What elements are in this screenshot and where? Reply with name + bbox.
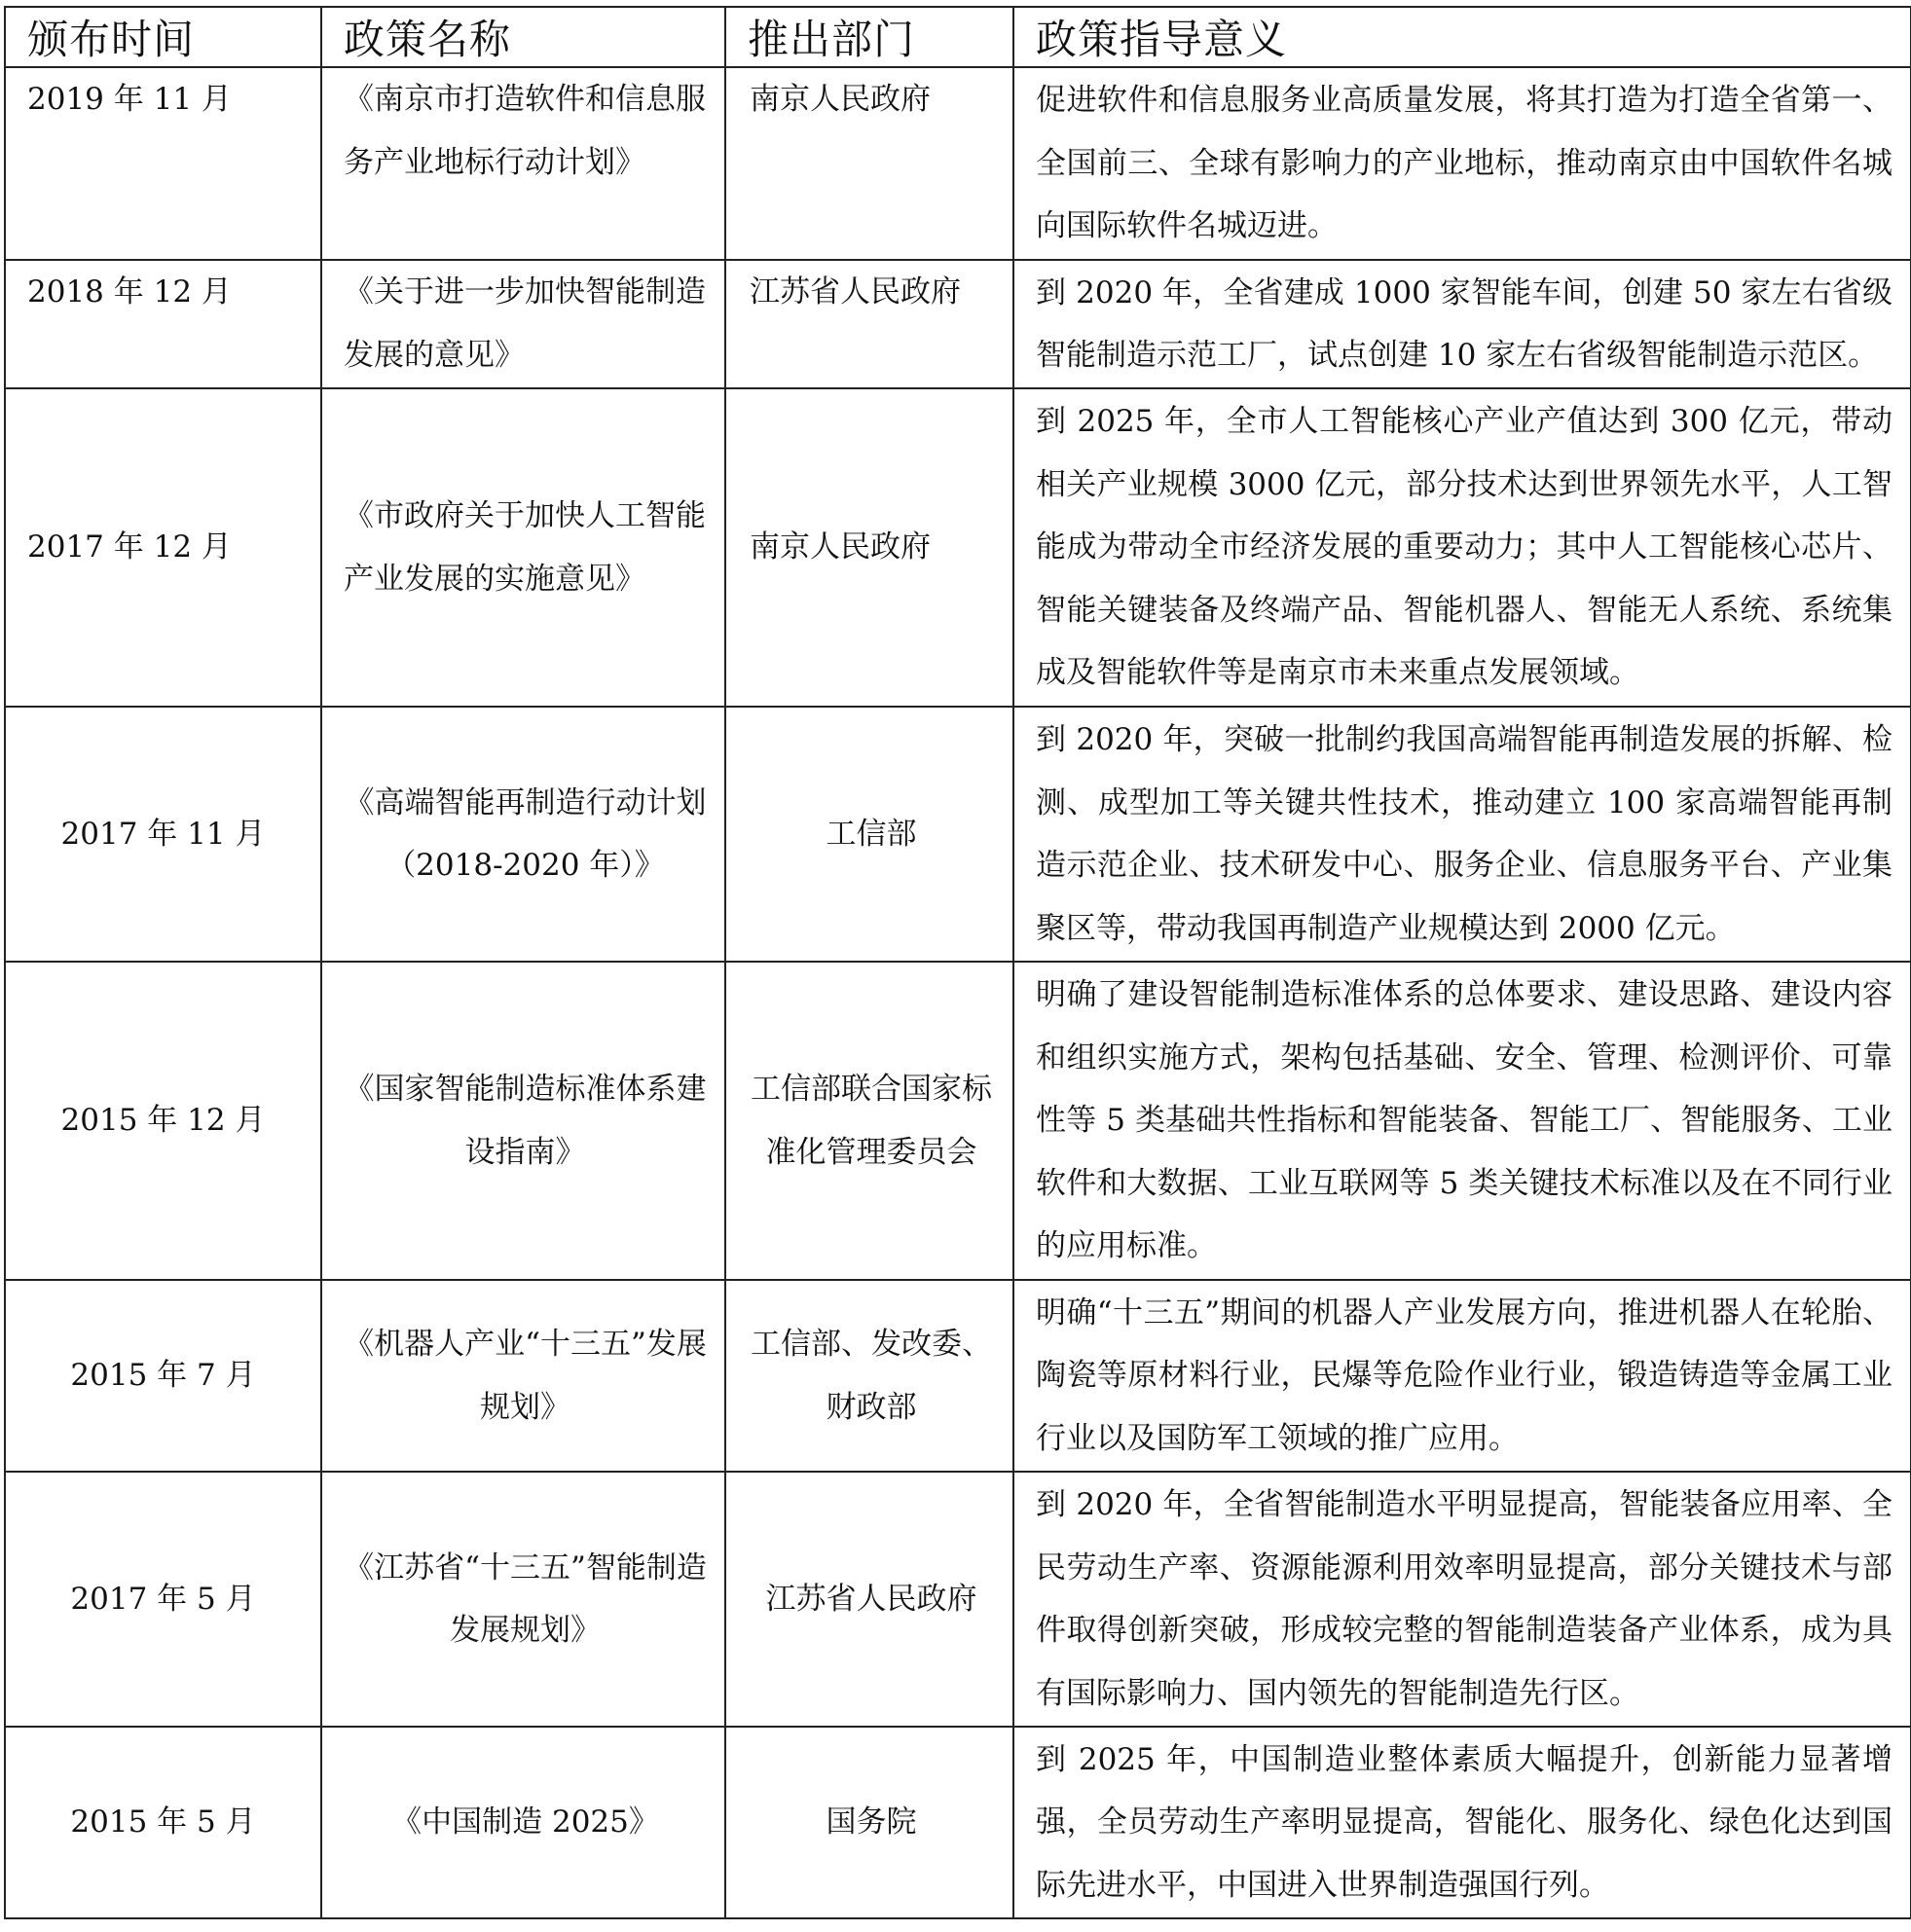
table-row xyxy=(5,67,1911,260)
table-body xyxy=(5,67,1911,1918)
header-dept: 推出部门 xyxy=(725,7,1013,67)
table-row xyxy=(5,1727,1911,1918)
table-row xyxy=(5,962,1911,1280)
header-name: 政策名称 xyxy=(321,7,725,67)
table-row xyxy=(5,707,1911,962)
guidance-cell: 到 2025 年，中国制造业整体素质大幅提升，创新能力显著增强，全员劳动生产率明显提高，智能化、服务化、绿色化达到国际先进水平，中国进入世界制造强国行列。 xyxy=(1013,1727,1911,1918)
header-date: 颁布时间 xyxy=(5,7,321,67)
policy-name-cell: 《关于进一步加快智能制造发展的意见》 xyxy=(321,260,725,388)
table-row xyxy=(5,260,1911,388)
department-cell: 江苏省人民政府 xyxy=(725,1472,1013,1727)
policy-name-cell: 《高端智能再制造行动计划（2018-2020 年）》 xyxy=(321,707,725,962)
date-cell: 2018 年 12 月 xyxy=(5,260,321,388)
policy-table xyxy=(4,6,1911,1919)
policy-name-cell: 《南京市打造软件和信息服务产业地标行动计划》 xyxy=(321,67,725,260)
policy-name-cell: 《机器人产业“十三五”发展规划》 xyxy=(321,1280,725,1472)
department-cell: 国务院 xyxy=(725,1727,1013,1918)
date-cell: 2017 年 5 月 xyxy=(5,1472,321,1727)
policy-name-cell: 《江苏省“十三五”智能制造发展规划》 xyxy=(321,1472,725,1727)
date-cell: 2015 年 7 月 xyxy=(5,1280,321,1472)
department-cell: 南京人民政府 xyxy=(725,388,1013,707)
department-cell: 南京人民政府 xyxy=(725,67,1013,260)
header-meaning: 政策指导意义 xyxy=(1013,7,1911,67)
guidance-cell: 明确了建设智能制造标准体系的总体要求、建设思路、建设内容和组织实施方式，架构包括基础、安全、管理、检测评价、可靠性等 5 类基础共性指标和智能装备、智能工厂、智能服务、工业软件和大数据、工业互联网等 5 类关键技术标准以及在不同行业的应用标准。 xyxy=(1013,962,1911,1280)
policy-name-cell: 《中国制造 2025》 xyxy=(321,1727,725,1918)
guidance-cell: 到 2020 年，突破一批制约我国高端智能再制造发展的拆解、检测、成型加工等关键共性技术，推动建立 100 家高端智能再制造示范企业、技术研发中心、服务企业、信息服务平台、产业集聚区等，带动我国再制造产业规模达到 2000 亿元。 xyxy=(1013,707,1911,962)
guidance-cell: 到 2025 年，全市人工智能核心产业产值达到 300 亿元，带动相关产业规模 3000 亿元，部分技术达到世界领先水平，人工智能成为带动全市经济发展的重要动力；其中人工智能核心芯片、智能关键装备及终端产品、智能机器人、智能无人系统、系统集成及智能软件等是南京市未来重点发展领域。 xyxy=(1013,388,1911,707)
guidance-cell: 促进软件和信息服务业高质量发展，将其打造为打造全省第一、全国前三、全球有影响力的产业地标，推动南京由中国软件名城向国际软件名城迈进。 xyxy=(1013,67,1911,260)
department-cell: 工信部联合国家标准化管理委员会 xyxy=(725,962,1013,1280)
department-cell: 工信部、发改委、财政部 xyxy=(725,1280,1013,1472)
table-row xyxy=(5,1472,1911,1727)
date-cell: 2019 年 11 月 xyxy=(5,67,321,260)
policy-name-cell: 《国家智能制造标准体系建设指南》 xyxy=(321,962,725,1280)
date-cell: 2015 年 12 月 xyxy=(5,962,321,1280)
guidance-cell: 到 2020 年，全省智能制造水平明显提高，智能装备应用率、全民劳动生产率、资源能源利用效率明显提高，部分关键技术与部件取得创新突破，形成较完整的智能制造装备产业体系，成为具有国际影响力、国内领先的智能制造先行区。 xyxy=(1013,1472,1911,1727)
table-row xyxy=(5,1280,1911,1472)
policy-name-cell: 《市政府关于加快人工智能产业发展的实施意见》 xyxy=(321,388,725,707)
department-cell: 工信部 xyxy=(725,707,1013,962)
date-cell: 2015 年 5 月 xyxy=(5,1727,321,1918)
guidance-cell: 明确“十三五”期间的机器人产业发展方向，推进机器人在轮胎、陶瓷等原材料行业，民爆等危险作业行业，锻造铸造等金属工业行业以及国防军工领域的推广应用。 xyxy=(1013,1280,1911,1472)
header-row xyxy=(5,7,1911,67)
table-row xyxy=(5,388,1911,707)
department-cell: 江苏省人民政府 xyxy=(725,260,1013,388)
guidance-cell: 到 2020 年，全省建成 1000 家智能车间，创建 50 家左右省级智能制造示范工厂，试点创建 10 家左右省级智能制造示范区。 xyxy=(1013,260,1911,388)
date-cell: 2017 年 12 月 xyxy=(5,388,321,707)
date-cell: 2017 年 11 月 xyxy=(5,707,321,962)
table-header xyxy=(5,7,1911,67)
